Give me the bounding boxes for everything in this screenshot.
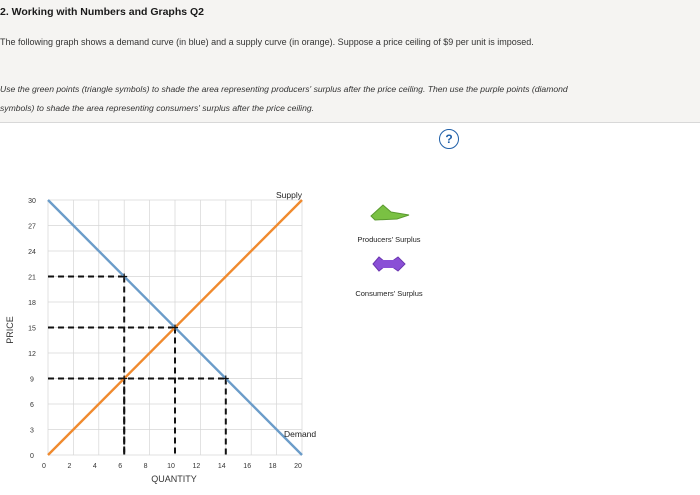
x-tick-label: 10: [167, 463, 175, 470]
y-tick-label: 30: [28, 198, 36, 205]
instruction-line-1: Use the green points (triangle symbols) to shade the area representing producers' surplus after the price ceiling. Then use the purple points (diamond: [0, 84, 568, 94]
question-title: 2. Working with Numbers and Graphs Q2: [0, 6, 205, 18]
y-tick-label: 21: [28, 274, 36, 282]
consumers-surplus-label: Consumers' Surplus: [355, 289, 423, 298]
x-tick-label: 0: [42, 463, 46, 470]
producers-surplus-label: Producers' Surplus: [357, 235, 421, 244]
x-tick-label: 16: [243, 463, 252, 470]
producers-surplus-tool[interactable]: [357, 205, 420, 244]
y-tick-label: 6: [30, 402, 34, 409]
y-axis-title: PRICE: [5, 316, 15, 344]
question-intro: The following graph shows a demand curve (in blue) and a supply curve (in orange). Suppose a price ceiling of $9 per unit is imposed.: [0, 37, 534, 47]
x-tick-label: 8: [143, 463, 148, 470]
y-tick-label: 12: [28, 351, 36, 358]
green-triangle-icon[interactable]: [371, 205, 409, 220]
x-tick-label: 20: [294, 463, 302, 470]
x-axis-title: QUANTITY: [151, 474, 197, 484]
y-tick-label: 3: [30, 427, 34, 435]
supply-label: Supply: [276, 190, 302, 200]
instruction-line-2: symbols) to shade the area representing consumers' surplus after the price ceiling.: [0, 103, 315, 113]
demand-label: Demand: [284, 429, 317, 439]
y-tick-label: 27: [28, 223, 36, 231]
purple-diamond-body: [380, 260, 398, 268]
x-tick-label: 12: [192, 463, 201, 470]
x-tick-label: 4: [92, 463, 97, 470]
y-tick-label: 0: [30, 453, 34, 460]
x-tick-label: 6: [118, 463, 123, 470]
x-tick-label: 2: [67, 463, 72, 470]
y-tick-label: 9: [30, 376, 34, 384]
y-tick-label: 24: [28, 249, 36, 256]
consumers-surplus-tool[interactable]: [355, 257, 423, 298]
y-tick-label: 18: [28, 300, 36, 307]
help-icon[interactable]: ?: [439, 129, 459, 149]
x-tick-label: 18: [268, 463, 277, 470]
x-tick-label: 14: [217, 463, 226, 470]
y-tick-label: 15: [28, 325, 36, 333]
